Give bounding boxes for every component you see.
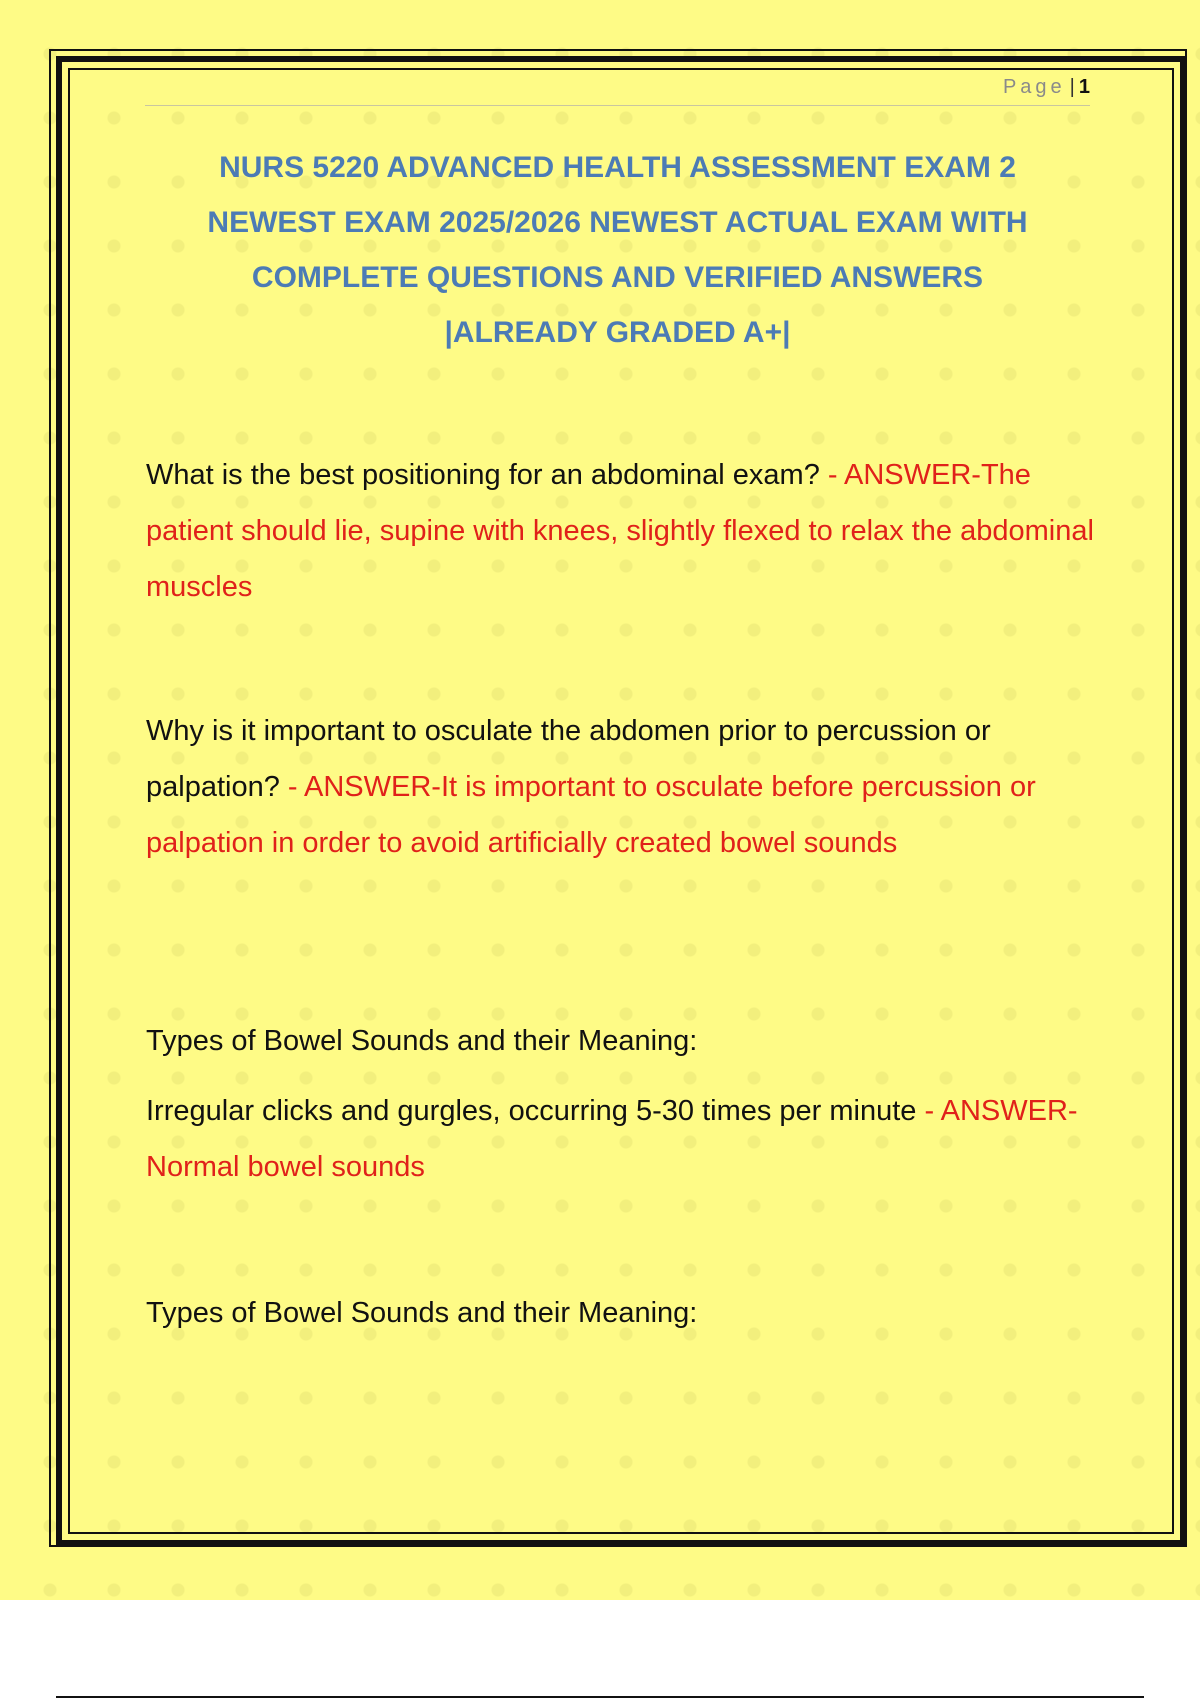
page-separator: | xyxy=(1069,76,1075,98)
section-heading xyxy=(146,1013,1106,1069)
section-heading xyxy=(146,1285,1106,1341)
document-title xyxy=(145,140,1090,360)
heading-text: Types of Bowel Sounds and their Meaning: xyxy=(146,1297,698,1329)
heading-text: Types of Bowel Sounds and their Meaning: xyxy=(146,1025,698,1057)
footer-rule xyxy=(56,1696,1144,1698)
answer-text: - ANSWER-Normal bowel sounds xyxy=(146,1095,1078,1183)
page-label: Page xyxy=(1002,76,1066,98)
qa-item xyxy=(146,1083,1106,1195)
title-line-3: COMPLETE QUESTIONS AND VERIFIED ANSWERS xyxy=(251,261,984,294)
question-text: What is the best positioning for an abdominal exam? xyxy=(146,459,820,491)
header-rule xyxy=(145,105,1090,106)
qa-item xyxy=(146,447,1106,615)
page-number-header xyxy=(1003,76,1090,99)
title-line-4: |ALREADY GRADED A+| xyxy=(444,316,791,349)
question-text: Irregular clicks and gurgles, occurring 5-30 times per minute xyxy=(146,1095,917,1127)
title-line-2: NEWEST EXAM 2025/2026 NEWEST ACTUAL EXAM WITH xyxy=(207,206,1028,239)
question-text: Why is it important to osculate the abdomen prior to percussion or palpation? xyxy=(146,715,991,803)
qa-item xyxy=(146,703,1106,871)
title-line-1: NURS 5220 ADVANCED HEALTH ASSESSMENT EXAM 2 xyxy=(219,151,1016,184)
answer-text: - ANSWER-The patient should lie, supine with knees, slightly flexed to relax the abdominal muscles xyxy=(146,459,1094,603)
answer-text: - ANSWER-It is important to osculate before percussion or palpation in order to avoid artificially created bowel sounds xyxy=(146,771,1036,859)
page-number: 1 xyxy=(1078,76,1090,98)
